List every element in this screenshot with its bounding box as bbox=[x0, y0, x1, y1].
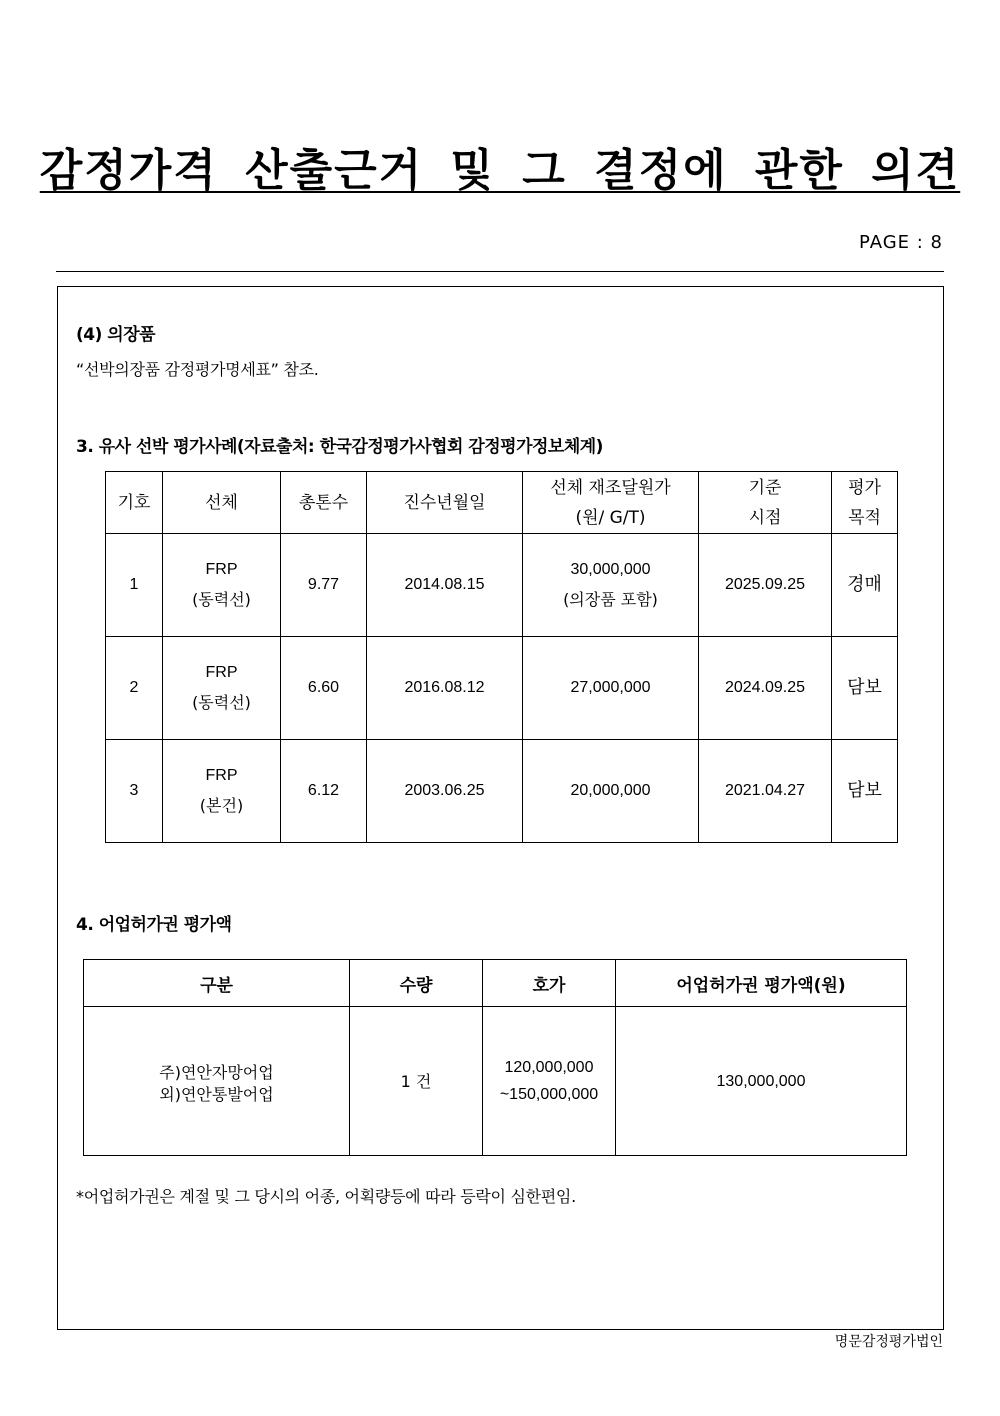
license-value-table bbox=[83, 959, 907, 1156]
similar-cases-table bbox=[105, 471, 898, 843]
header-purpose: 평가 목적 bbox=[832, 472, 898, 534]
table-header-row bbox=[84, 960, 907, 1007]
document-title: 감정가격 산출근거 및 그 결정에 관한 의견 bbox=[39, 145, 961, 196]
header-divider bbox=[56, 271, 944, 272]
table-header-row bbox=[106, 472, 898, 534]
header-hull: 선체 bbox=[163, 472, 281, 534]
table-row: 2 FRP (동력선) 6.60 2016.08.12 27,000,000 2024.09.25 담보 bbox=[106, 637, 898, 740]
page-number: PAGE : 8 bbox=[859, 232, 943, 253]
table-row: 3 FRP (본건) 6.12 2003.06.25 20,000,000 2021.04.27 담보 bbox=[106, 740, 898, 843]
header-code: 기호 bbox=[106, 472, 163, 534]
header-asking: 호가 bbox=[483, 960, 616, 1007]
table-row: 1 FRP (동력선) 9.77 2014.08.15 30,000,000 (의장품 포함) 2025.09.25 경매 bbox=[106, 534, 898, 637]
header-base-date: 기준 시점 bbox=[699, 472, 832, 534]
license-note: *어업허가권은 계절 및 그 당시의 어종, 어획량등에 따라 등락이 심한편임. bbox=[76, 1187, 576, 1206]
cases-heading: 3. 유사 선박 평가사례(자료출처: 한국감정평가사협회 감정평가정보체계) bbox=[76, 437, 603, 457]
equipment-text: “선박의장품 감정평가명세표” 참조. bbox=[76, 360, 319, 379]
header-category: 구분 bbox=[84, 960, 350, 1007]
header-quantity: 수량 bbox=[350, 960, 483, 1007]
license-heading: 4. 어업허가권 평가액 bbox=[76, 915, 232, 935]
header-cost: 선체 재조달원가 (원/ G/T) bbox=[523, 472, 699, 534]
table-row: 주)연안자망어업 외)연안통발어업 1 건 120,000,000 ~150,000,000 130,000,000 bbox=[84, 1007, 907, 1156]
header-tonnage: 총톤수 bbox=[281, 472, 367, 534]
firm-name-footer: 명문감정평가법인 bbox=[834, 1334, 943, 1350]
header-value: 어업허가권 평가액(원) bbox=[616, 960, 907, 1007]
equipment-heading: (4) 의장품 bbox=[76, 325, 156, 345]
header-launch-date: 진수년월일 bbox=[367, 472, 523, 534]
